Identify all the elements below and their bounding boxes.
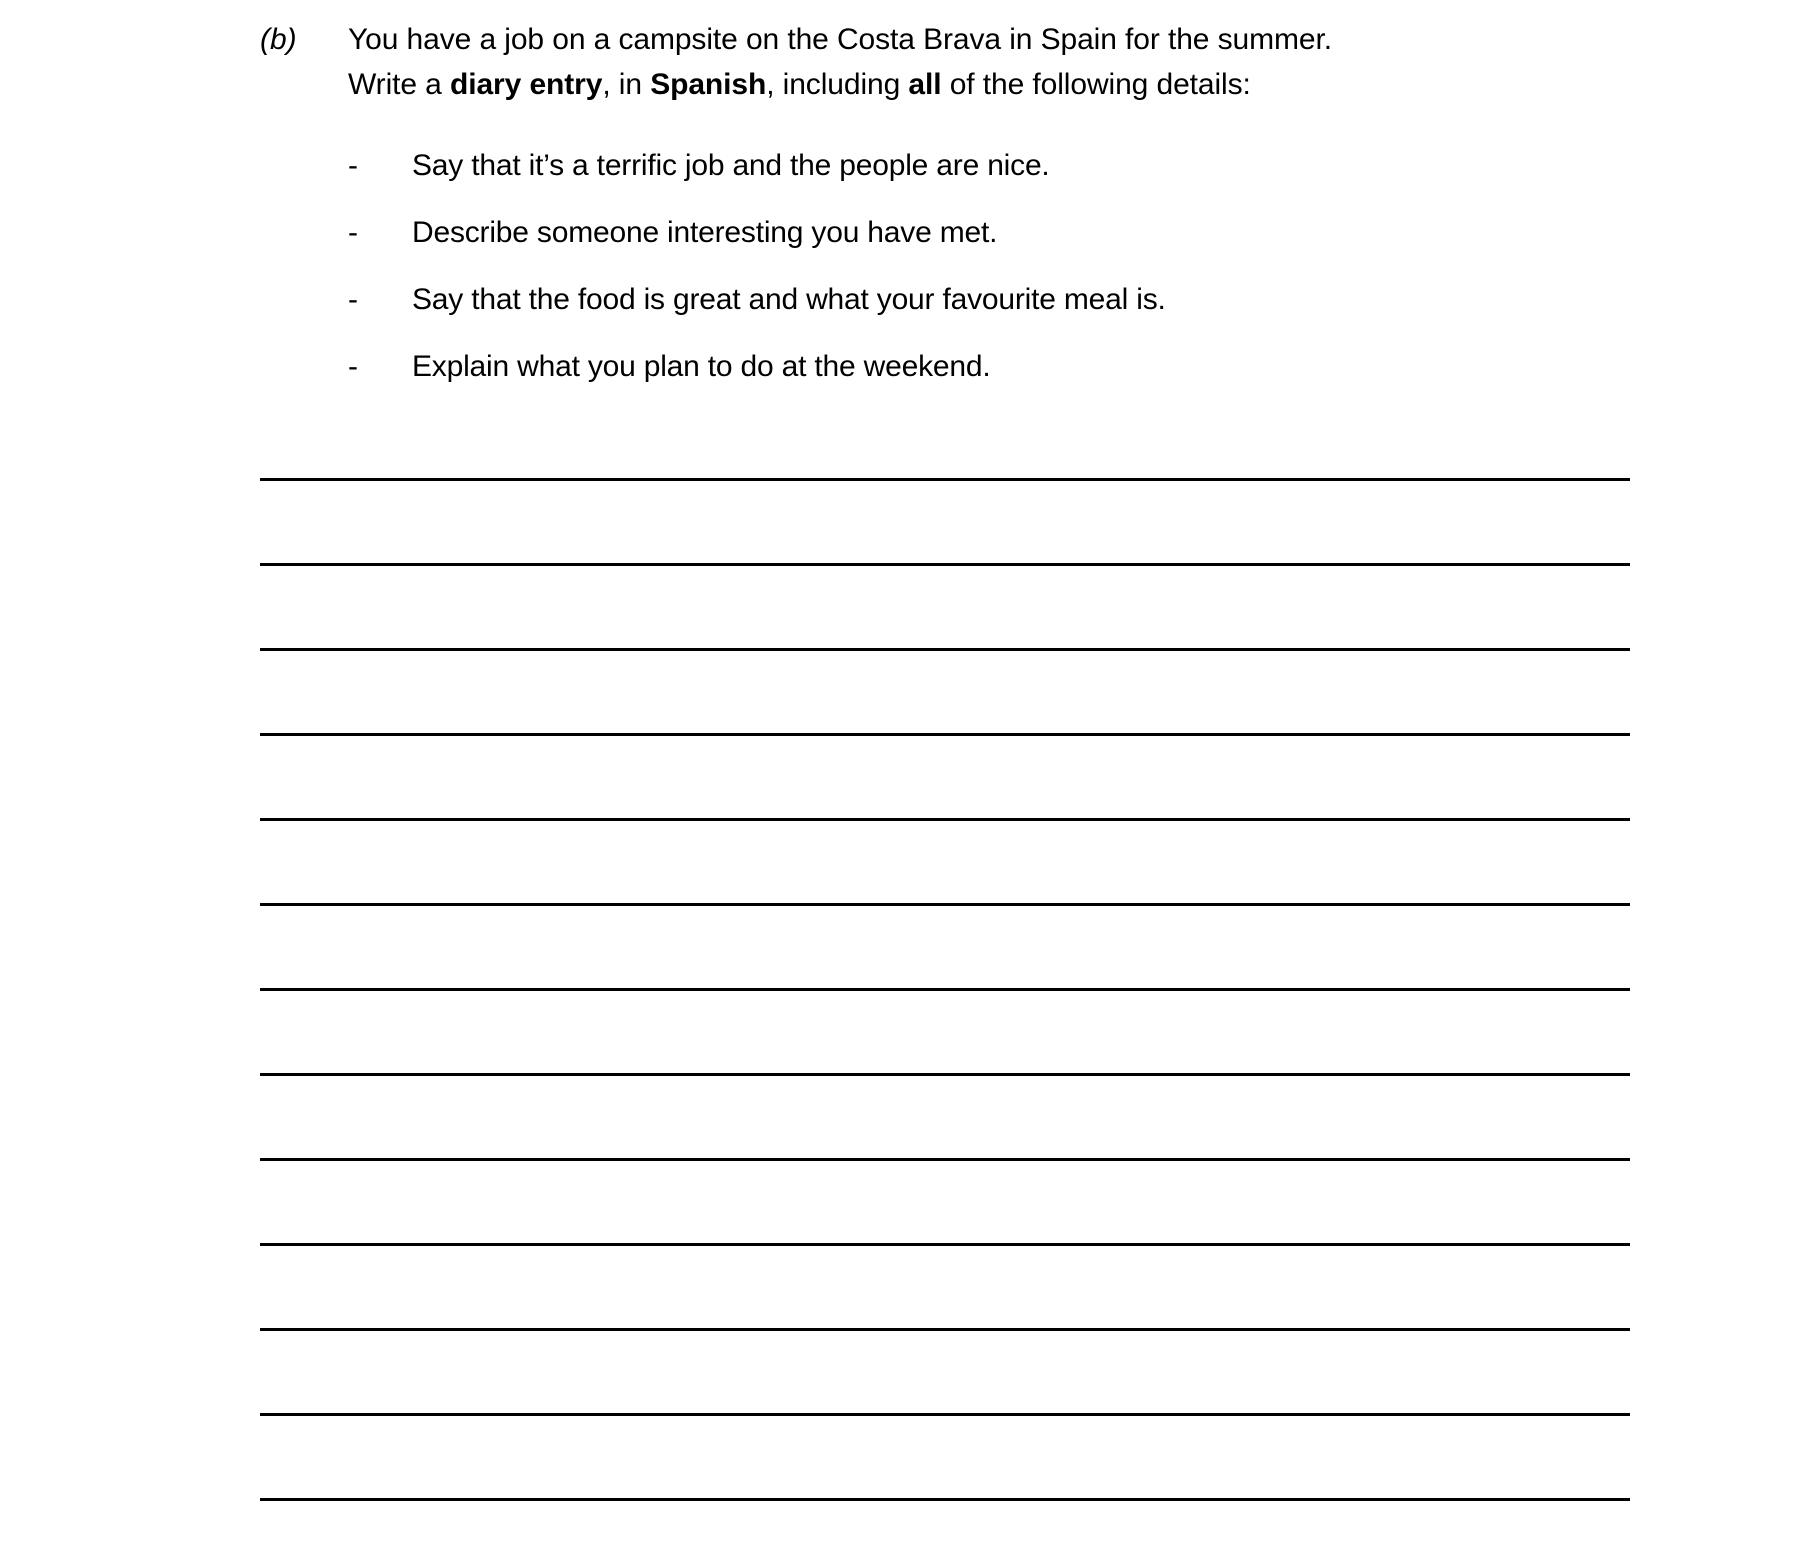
answer-line[interactable] [260, 1243, 1630, 1246]
bullet-item [348, 349, 1348, 385]
answer-line[interactable] [260, 733, 1630, 736]
answer-line[interactable] [260, 1073, 1630, 1076]
prompt-instruction [348, 67, 1251, 103]
bullet-text: Say that the food is great and what your favourite meal is. [412, 283, 1166, 316]
instruction-text: of the following details: [941, 68, 1251, 101]
answer-line[interactable] [260, 648, 1630, 651]
answer-line[interactable] [260, 1328, 1630, 1331]
answer-line[interactable] [260, 563, 1630, 566]
dash-bullet-icon: - [348, 283, 358, 316]
prompt-context: You have a job on a campsite on the Costa Brava in Spain for the summer. [348, 23, 1332, 56]
bullet-item [348, 282, 1348, 318]
dash-bullet-icon: - [348, 216, 358, 249]
bullet-item [348, 215, 1348, 251]
answer-line[interactable] [260, 1158, 1630, 1161]
question-label: (b) [260, 23, 297, 56]
bullet-item [348, 148, 1348, 184]
answer-line[interactable] [260, 1413, 1630, 1416]
dash-bullet-icon: - [348, 149, 358, 182]
answer-line[interactable] [260, 903, 1630, 906]
answer-line[interactable] [260, 818, 1630, 821]
answer-line[interactable] [260, 988, 1630, 991]
instruction-bold-diary-entry: diary entry [450, 68, 603, 101]
answer-line[interactable] [260, 478, 1630, 481]
instruction-text: , including [766, 68, 909, 101]
instruction-bold-all: all [908, 68, 942, 101]
bullet-text: Say that it’s a terrific job and the people are nice. [412, 149, 1050, 182]
dash-bullet-icon: - [348, 350, 358, 383]
instruction-text: Write a [348, 68, 451, 101]
instruction-bold-spanish: Spanish [650, 68, 767, 101]
instruction-text: , in [602, 68, 651, 101]
bullet-text: Explain what you plan to do at the weekend. [412, 350, 991, 383]
answer-line[interactable] [260, 1498, 1630, 1501]
bullet-text: Describe someone interesting you have met. [412, 216, 998, 249]
